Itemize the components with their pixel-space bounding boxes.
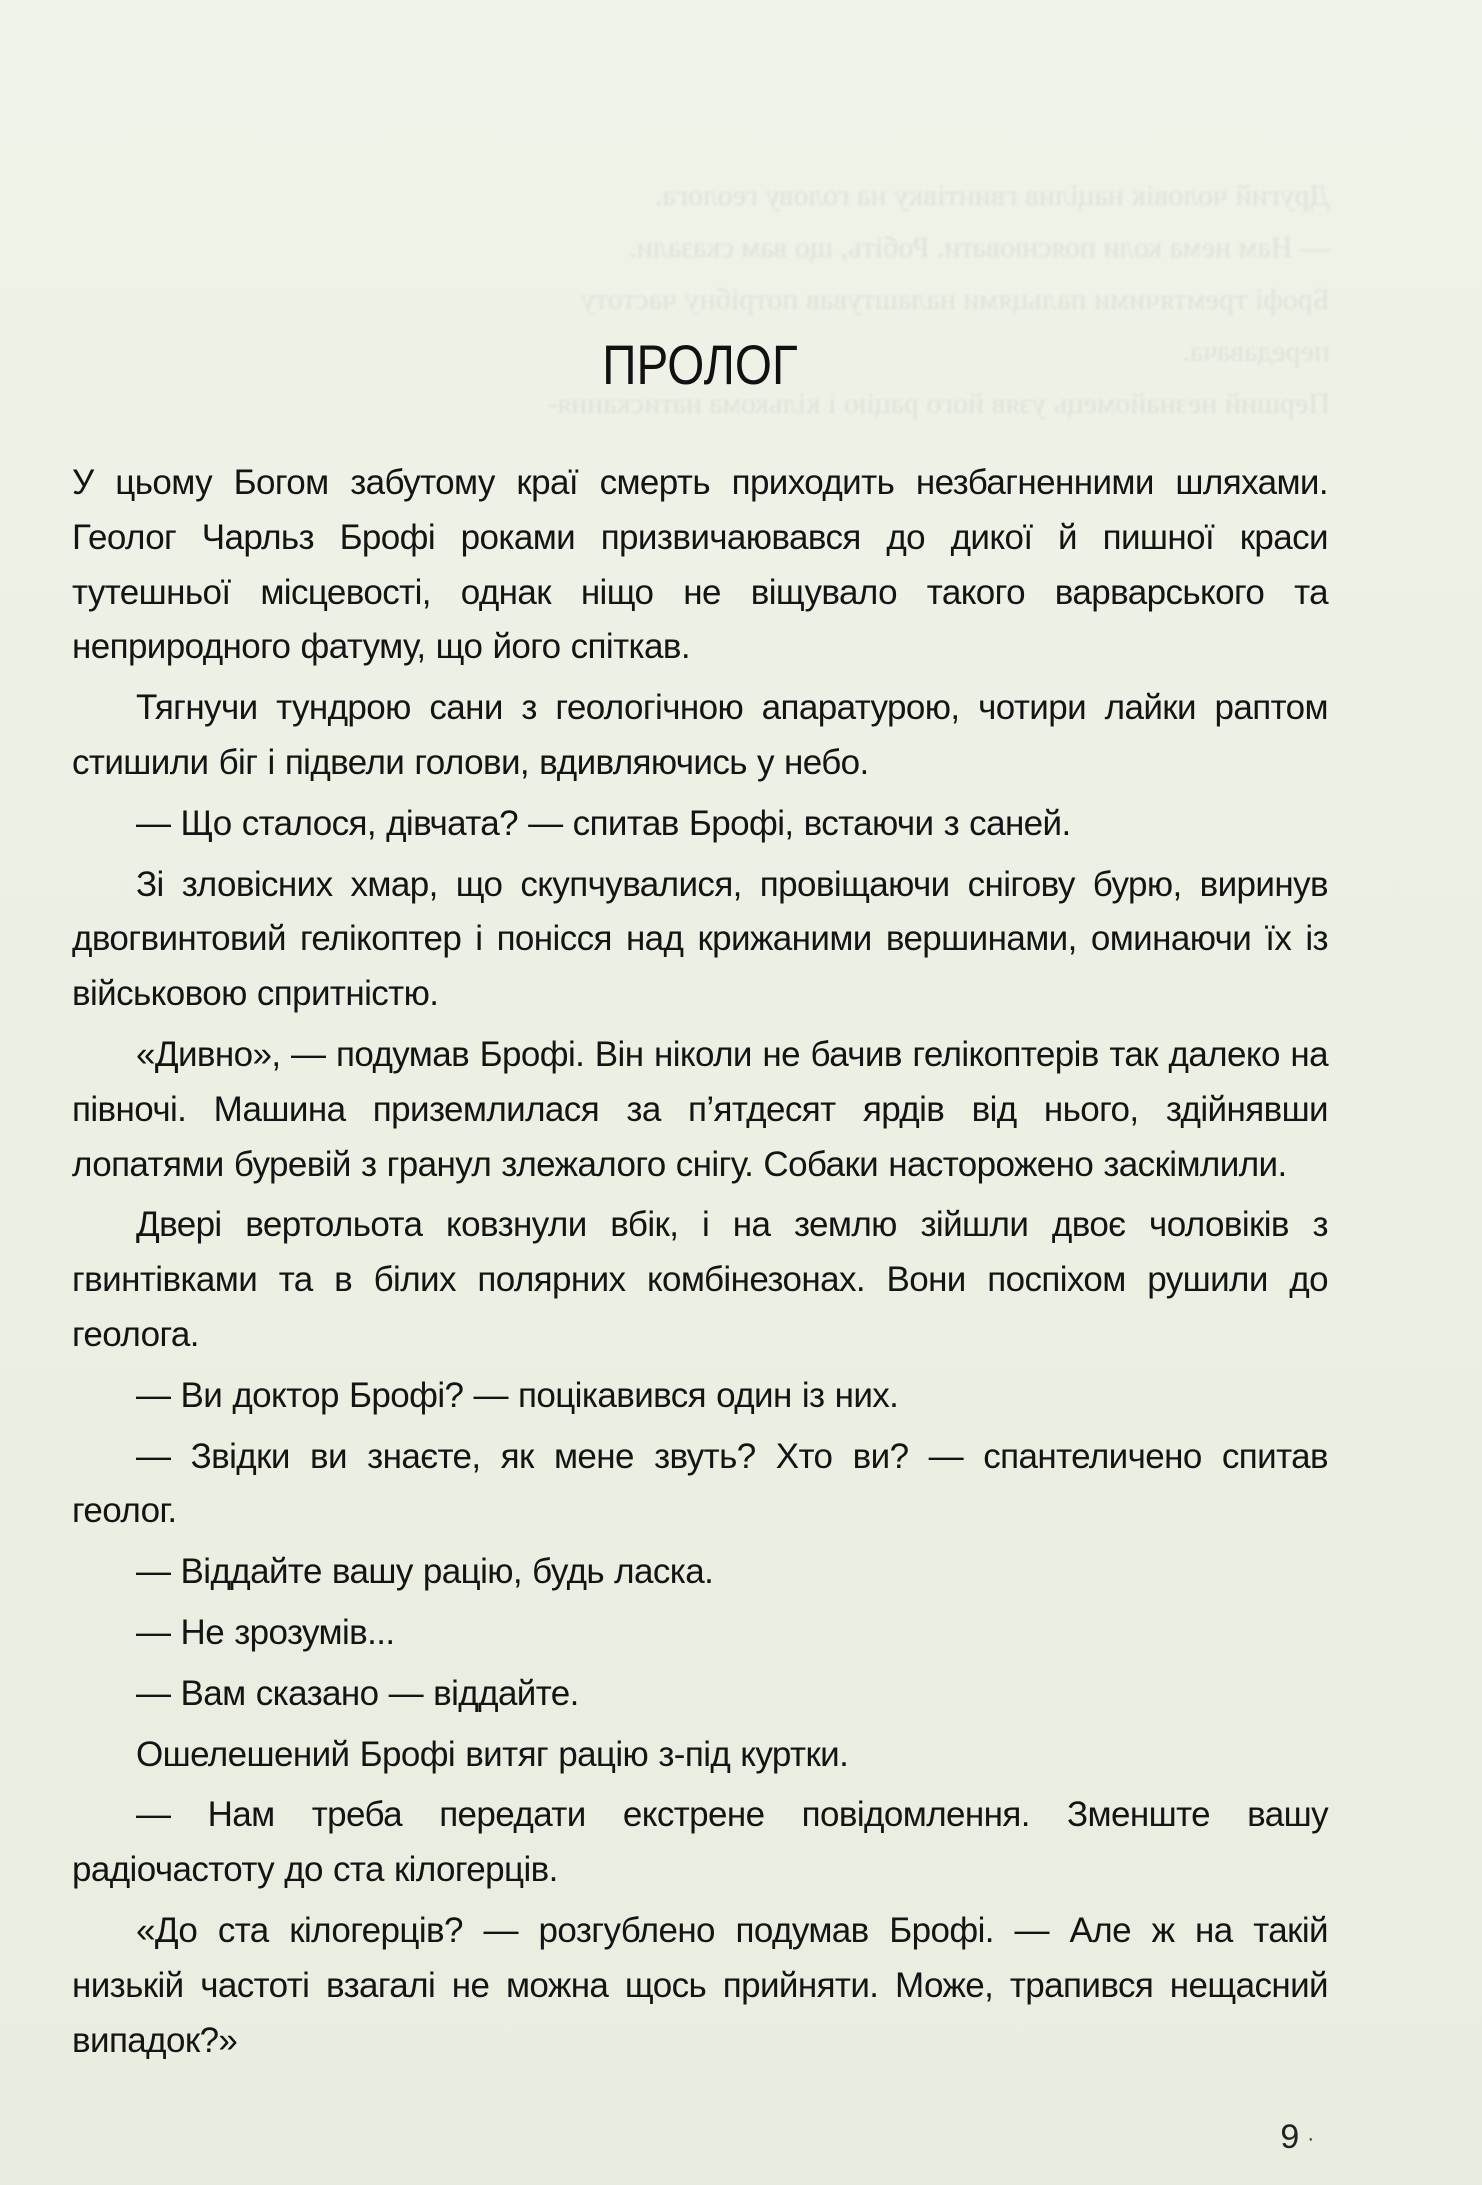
paragraph: — Не зрозумів... [136, 1612, 395, 1652]
bleed-line: передавача. [1182, 335, 1330, 368]
paragraph: — Вам сказано — віддайте. [136, 1673, 579, 1713]
paragraph: — Звідки ви знаєте, як мене звуть? Хто ви? — спантеличено спитав геолог. [72, 1436, 1328, 1531]
bleed-line: Другий чоловік націлив гвинтівку на голову геолога. [654, 179, 1330, 212]
paragraph: «До ста кілогерців? — розгублено подумав Брофі. — Але ж на такій низькій частоті взагалі не можна щось прийняти. Може, трапився нещасний випадок?» [72, 1910, 1328, 2060]
page-number-value: 9 [1280, 2118, 1300, 2156]
paragraph: У цьому Богом забутому краї смерть приходить незбагненними шляхами. Геолог Чарльз Брофі роками призвичаювався до дикої й пишної краси тутешньої місцевості, однак ніщо не віщувало такого варварського та неприродного фатуму, що його спіткав. [72, 463, 1328, 667]
paragraph: «Дивно», — подумав Брофі. Він ніколи не бачив гелікоптерів так далеко на півночі. Машина приземлилася за п’ятдесят ярдів від нього, здійнявши лопатями буревій з гранул злежалого снігу. Собаки насторожено заскімлили. [72, 1034, 1328, 1184]
chapter-title: ПРОЛОГ [602, 333, 798, 396]
paragraph: Зі зловісних хмар, що скупчувалися, провіщаючи снігову бурю, виринув двогвинтовий гелікоптер і понісся над крижаними вершинами, оминаючи їх із військовою спритністю. [72, 864, 1328, 1014]
paragraph: Ошелешений Брофі витяг рацію з-під куртки. [136, 1734, 849, 1774]
book-page [72, 330, 1328, 2074]
paragraph: — Що сталося, дівчата? — спитав Брофі, встаючи з саней. [136, 803, 1071, 843]
bleed-line: — Нам нема коли пояснювати. Робіть, що вам сказали. [629, 231, 1330, 264]
paragraph: Тягнучи тундрою сани з геологічною апаратурою, чотири лайки раптом стишили біг і підвели голови, вдивляючись у небо. [72, 688, 1328, 782]
paragraph: — Нам треба передати екстрене повідомлення. Зменште вашу радіочастоту до ста кілогерців. [72, 1795, 1328, 1890]
paragraph: — Віддайте вашу рацію, будь ласка. [136, 1552, 714, 1592]
body-text [72, 456, 1328, 2068]
paragraph: Двері вертольота ковзнули вбік, і на землю зійшли двоє чоловіків з гвинтівками та в білих полярних комбінезонах. Вони поспіхом рушили до геолога. [72, 1205, 1328, 1354]
paragraph: — Ви доктор Брофі? — поцікавився один із них. [136, 1375, 899, 1415]
bleed-line: Перший незнайомець узяв його рацію і кількома натискання- [547, 387, 1330, 420]
bleed-line: Брофі тремтячими пальцями налаштував потрібну частоту [580, 283, 1330, 316]
folio-mark: · [1307, 2127, 1314, 2150]
page-number [1280, 2118, 1314, 2157]
